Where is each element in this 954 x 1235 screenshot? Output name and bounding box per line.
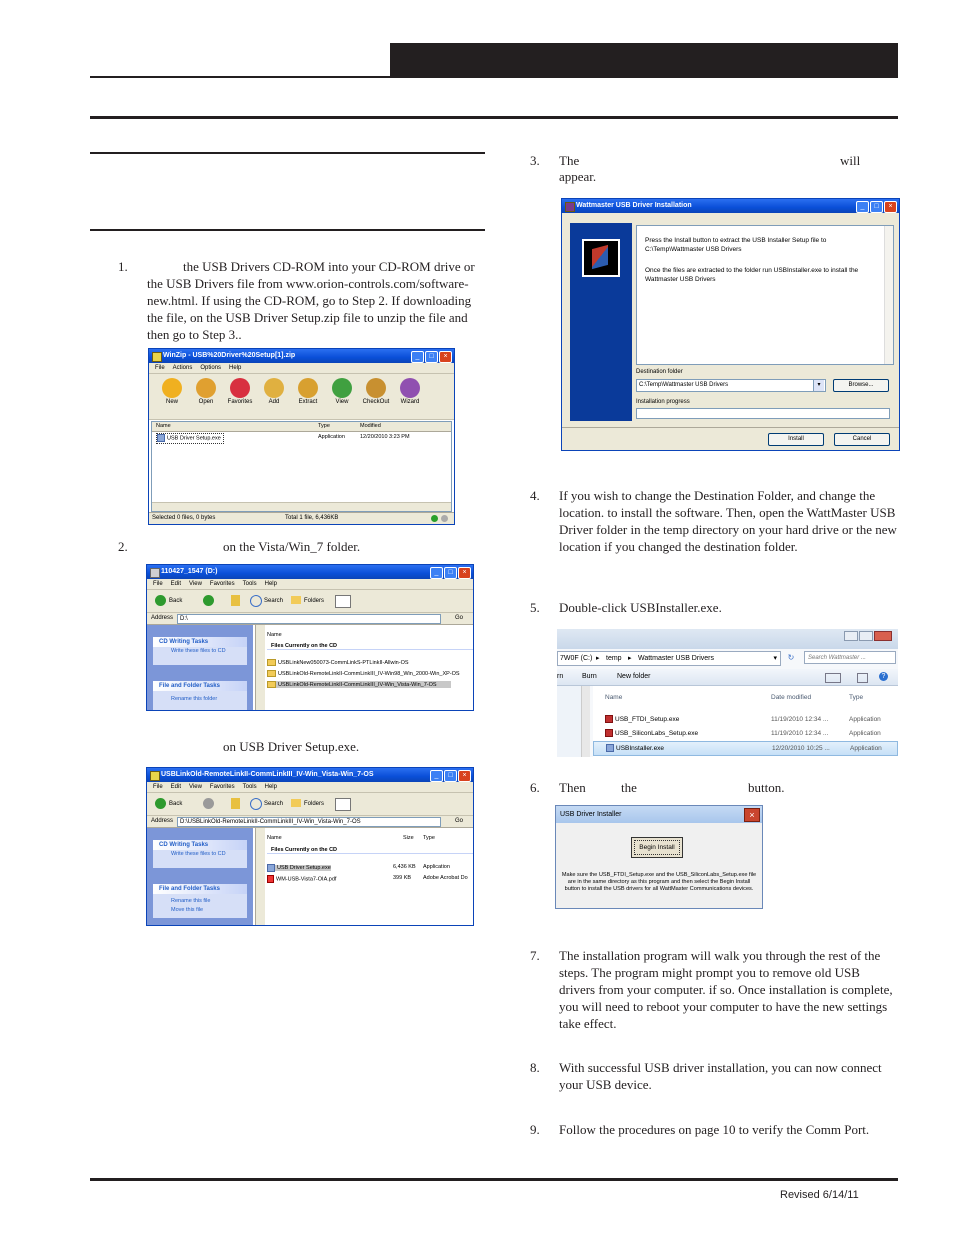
folders-button[interactable]: Folders [304,598,325,604]
winzip-screenshot [148,348,455,525]
search-button[interactable]: Search [264,801,284,807]
winzip-title: WinZip - USB%20Driver%20Setup[1].zip [149,349,454,363]
preview-pane-icon[interactable] [857,673,868,683]
folder-icon [267,659,276,666]
cancel-button[interactable]: Cancel [834,433,890,446]
col-type[interactable]: Type [423,835,435,841]
tool-wizard[interactable]: Wizard [395,378,425,405]
installer-side-panel [570,223,632,421]
folders-button[interactable]: Folders [304,801,325,807]
close-icon[interactable]: × [458,567,471,579]
forward-icon[interactable] [203,798,214,809]
chevron-right-icon: ▸ [596,655,600,662]
menu-help[interactable]: Help [264,581,277,587]
menu-edit[interactable]: Edit [170,581,182,587]
minimize-icon[interactable]: _ [411,351,424,363]
folder-icon [150,771,160,781]
write-to-cd-link[interactable]: Write these files to CD [171,851,226,857]
views-icon[interactable] [335,595,351,608]
address-input[interactable]: D:\ [177,614,441,624]
installation-progress-bar [636,408,890,419]
folder-icon [267,681,276,688]
col-name[interactable]: Name [267,632,282,638]
step-6-text-a: Then [559,780,586,795]
table-row[interactable]: USB Driver Setup.exe Application 12/20/2010 3:23 PM [152,433,451,442]
col-name[interactable]: Name [605,694,623,701]
open-icon [196,378,216,398]
winzip-file-list [151,421,452,512]
explorer-folder-screenshot [146,767,474,926]
list-item-selected[interactable]: USB Driver Setup.exe 6,436 KB Application [267,864,473,872]
tool-extract[interactable]: Extract [293,378,323,405]
step-2b-text: on USB Driver Setup.exe. [223,739,360,754]
tool-add[interactable]: Add [259,378,289,405]
back-icon[interactable] [155,798,166,809]
tool-checkout[interactable]: CheckOut [359,378,393,405]
pdf-file-icon [267,875,274,883]
back-button[interactable]: Back [169,598,183,604]
group-header: Files Currently on the CD [267,643,473,650]
explorer-menu [147,782,473,793]
exe-file-icon [157,434,165,442]
close-icon[interactable] [874,631,892,641]
col-size[interactable]: Size [403,835,414,841]
step-8-text: With successful USB driver installation, you can now connect your USB device. [559,1060,882,1092]
chevron-right-icon: ▸ [628,655,632,662]
cd-drive-icon [150,568,160,578]
heading-rule-top [90,152,485,154]
vista-explorer-screenshot [557,629,898,757]
install-button[interactable]: Install [768,433,824,446]
add-icon [264,378,284,398]
new-folder-button[interactable]: New folder [617,673,651,680]
tool-new[interactable]: New [157,378,187,405]
step-3-text-a: The [559,153,580,168]
menu-options[interactable]: Options [200,365,222,371]
installer-icon [565,202,575,212]
file-folder-tasks-header[interactable]: File and Folder Tasks [153,884,247,894]
list-item[interactable]: USB_FTDI_Setup.exe 11/19/2010 12:34 ... Application [593,714,898,725]
rename-folder-link[interactable]: Rename this folder [171,696,218,702]
close-icon[interactable]: × [744,808,760,822]
group-header: Files Currently on the CD [267,847,473,854]
installer-message-1: Press the Install button to extract the USB Installer Setup file to C:\Temp\Wattmaster USB Drivers [645,237,827,253]
list-item[interactable]: USBLinkOld-RemoteLinkII-CommLinkIII_IV-Win98_Win_2000-Win_XP-OS [267,670,473,677]
task-pane [147,625,253,710]
vertical-scrollbar[interactable] [255,828,265,925]
list-item[interactable]: WM-USB-Vista7-OIA.pdf 399 KB Adobe Acrobat Do [267,875,473,883]
step-2-text: on the Vista/Win_7 folder. [223,539,361,554]
up-folder-icon[interactable] [231,595,240,606]
help-icon[interactable]: ? [879,672,888,681]
vista-toolbar: rn Burn New folder ? [557,669,898,686]
list-item[interactable]: USBLinkNew050073-CommLinkS-PTLinkII-Allwin-OS [267,659,473,666]
step-1-text: the USB Drivers CD-ROM into your CD-ROM drive or the USB Drivers file from www.orion-controls.com/software-new.html. If using the CD-ROM, go to Step 2. If downloading the file, on the USB Driver Setup.zip file to unzip the file and then go to Step 3.. [147,259,475,342]
cd-writing-tasks-header[interactable]: CD Writing Tasks [153,637,247,647]
step-7-text: The installation program will walk you through the rest of the steps. The program might prompt you to remove old USB drivers from your computer. if so. Once installation is complete, you will need to reboot your computer to have the new settings take effect. [559,948,893,1031]
col-name[interactable]: Name [267,835,282,841]
burn-button[interactable]: Burn [582,673,597,680]
maximize-icon[interactable]: □ [444,770,457,782]
address-bar: Address D:\USBLinkOld-RemoteLinkII-CommLinkIII_IV-Win_Vista-Win_7-OS Go [147,816,473,828]
go-button[interactable]: Go [454,818,463,824]
tool-open[interactable]: Open [191,378,221,405]
minimize-icon[interactable] [844,631,858,641]
step-number: 8. [530,1060,540,1075]
step-3-text-c: appear. [559,169,597,184]
search-icon [250,798,262,810]
footer-rule [90,1178,898,1181]
installer-dialog-screenshot [561,198,900,451]
menu-file[interactable]: File [155,365,165,371]
winzip-menu [149,363,454,374]
folders-icon [291,596,301,604]
task-pane [147,828,253,925]
horizontal-scrollbar[interactable] [152,502,451,511]
extract-icon [298,378,318,398]
destination-folder-input[interactable]: C:\Temp\Wattmaster USB Drivers [636,379,826,392]
tool-view[interactable]: View [327,378,357,405]
header-bar [390,43,898,78]
write-to-cd-link[interactable]: Write these files to CD [171,648,226,654]
explorer-toolbar [147,793,473,816]
revision-date: Revised 6/14/11 [780,1189,859,1201]
step-3-text-b: will [840,153,861,168]
col-name[interactable]: Name [156,423,171,429]
back-button[interactable]: Back [169,801,183,807]
message-scrollbar[interactable] [884,226,893,364]
step-5-text: Double-click USBInstaller.exe. [559,600,722,615]
views-icon[interactable] [825,673,841,683]
vertical-scrollbar[interactable] [581,686,590,757]
back-icon[interactable] [155,595,166,606]
menu-help[interactable]: Help [264,784,277,790]
list-item[interactable]: USB_SiliconLabs_Setup.exe 11/19/2010 12:34 ... Application [593,728,898,739]
new-icon [162,378,182,398]
winzip-column-header [152,422,451,432]
explorer-title: USBLinkOld-RemoteLinkII-CommLinkIII_IV-Win_Vista-Win_7-OS [147,768,473,782]
navigation-pane [557,686,583,757]
menu-favorites[interactable]: Favorites [209,784,235,790]
close-icon[interactable]: × [439,351,452,363]
installer-logo [582,239,620,277]
siliconlabs-setup-icon [605,729,613,737]
explorer-file-list [267,828,473,925]
menu-file[interactable]: File [153,581,163,587]
refresh-icon[interactable]: ↻ [787,653,795,662]
close-icon[interactable]: × [458,770,471,782]
move-file-link[interactable]: Move this file [171,907,204,913]
minimize-icon[interactable]: _ [430,567,443,579]
menu-tools[interactable]: Tools [242,784,257,790]
list-item-selected[interactable]: USBInstaller.exe 12/20/2010 10:25 ... Application [593,741,898,756]
menu-actions[interactable]: Actions [172,365,193,371]
menu-view[interactable]: View [189,784,202,790]
rename-file-link[interactable]: Rename this file [171,898,211,904]
col-type[interactable]: Type [318,423,330,429]
exe-file-icon [267,864,275,872]
status-idle-icon [441,515,448,522]
installer-message-box [636,225,894,365]
step-number: 4. [530,488,540,503]
step-9-text: Follow the procedures on page 10 to verify the Comm Port. [559,1122,870,1137]
menu-tools[interactable]: Tools [242,581,257,587]
maximize-icon[interactable]: □ [425,351,438,363]
step-number: 5. [530,600,540,615]
destination-folder-label: Destination folder [636,369,683,375]
step-6-text-b: the [621,780,637,795]
views-icon[interactable] [335,798,351,811]
menu-file[interactable]: File [153,784,163,790]
usbinstaller-icon [606,744,614,752]
col-modified[interactable]: Modified [360,423,381,429]
menu-favorites[interactable]: Favorites [209,581,235,587]
begin-install-button[interactable]: Begin Install [631,837,683,858]
installer-message-2: Once the files are extracted to the folder run USBInstaller.exe to install the Wattmaster USB Drivers [645,267,859,283]
file-folder-tasks-header[interactable]: File and Folder Tasks [153,681,247,691]
step-number: 7. [530,948,540,963]
step-number: 2. [118,539,128,554]
col-type[interactable]: Type [849,694,864,701]
menu-edit[interactable]: Edit [170,784,182,790]
usb-installer-message: Make sure the USB_FTDI_Setup.exe and the USB_SiliconLabs_Setup.exe file are in the same directory as this program and then select the Begin Install button to install the USB drivers for all WattMaster Communications devices. [561,872,757,892]
step-number: 1. [118,259,128,274]
ftdi-setup-icon [605,715,613,723]
checkout-icon [366,378,386,398]
vertical-scrollbar[interactable] [255,625,265,710]
chevron-down-icon[interactable]: ▾ [773,655,777,662]
col-date-modified[interactable]: Date modified [771,694,812,701]
maximize-icon[interactable] [859,631,873,641]
minimize-icon[interactable]: _ [856,201,869,213]
go-button[interactable]: Go [454,615,463,621]
winzip-status-bar: Selected 0 files, 0 bytes Total 1 file, 6,436KB [149,512,454,524]
maximize-icon[interactable]: □ [444,567,457,579]
folder-icon [267,670,276,677]
search-button[interactable]: Search [264,598,284,604]
winzip-toolbar [149,374,454,420]
explorer-title: 110427_1547 (D:) [147,565,473,579]
heading-rule-bottom [90,229,485,231]
step-number: 3. [530,153,540,168]
up-folder-icon[interactable] [231,798,240,809]
usb-driver-installer-dialog [555,805,763,909]
usb-installer-title: USB Driver Installer [556,806,762,823]
address-bar: Address D:\ Go [147,613,473,625]
step-number: 9. [530,1122,540,1137]
cd-writing-tasks-header[interactable]: CD Writing Tasks [153,840,247,850]
menu-view[interactable]: View [189,581,202,587]
folders-icon [291,799,301,807]
chevron-down-icon[interactable]: ▾ [813,380,824,391]
list-item-selected[interactable]: USBLinkOld-RemoteLinkII-CommLinkIII_IV-Win_Vista-Win_7-OS [267,681,451,688]
favorites-icon [230,378,250,398]
menu-help[interactable]: Help [229,365,242,371]
maximize-icon[interactable]: □ [870,201,883,213]
tool-favorites[interactable]: Favorites [223,378,257,405]
installer-title: Wattmaster USB Driver Installation [562,199,899,213]
vista-file-list [593,686,898,757]
step-6-text-c: button. [748,780,785,795]
search-icon [250,595,262,607]
forward-icon[interactable] [203,595,214,606]
address-input[interactable]: D:\USBLinkOld-RemoteLinkII-CommLinkIII_IV-Win_Vista-Win_7-OS [177,817,441,827]
installation-progress-label: Installation progress [636,399,690,405]
explorer-toolbar [147,590,473,613]
breadcrumb[interactable]: 7W0F (C:) ▸ temp ▸ Wattmaster USB Drivers ▾ [557,651,781,666]
section-rule [90,116,898,119]
minimize-icon[interactable]: _ [430,770,443,782]
explorer-file-list [267,625,473,710]
search-input[interactable]: Search Wattmaster ... [804,651,896,664]
close-icon[interactable]: × [884,201,897,213]
step-4-text: If you wish to change the Destination Folder, and change the location. to install the software. Then, open the WattMaster USB Driver folder in the temp directory on your hard drive or the new location if you changed the destination folder. [559,488,897,554]
browse-button[interactable]: Browse... [833,379,889,392]
explorer-menu [147,579,473,590]
explorer-drive-screenshot [146,564,474,711]
step-number: 6. [530,780,540,795]
wizard-icon [400,378,420,398]
winzip-icon [152,352,162,362]
view-icon [332,378,352,398]
status-ok-icon [431,515,438,522]
